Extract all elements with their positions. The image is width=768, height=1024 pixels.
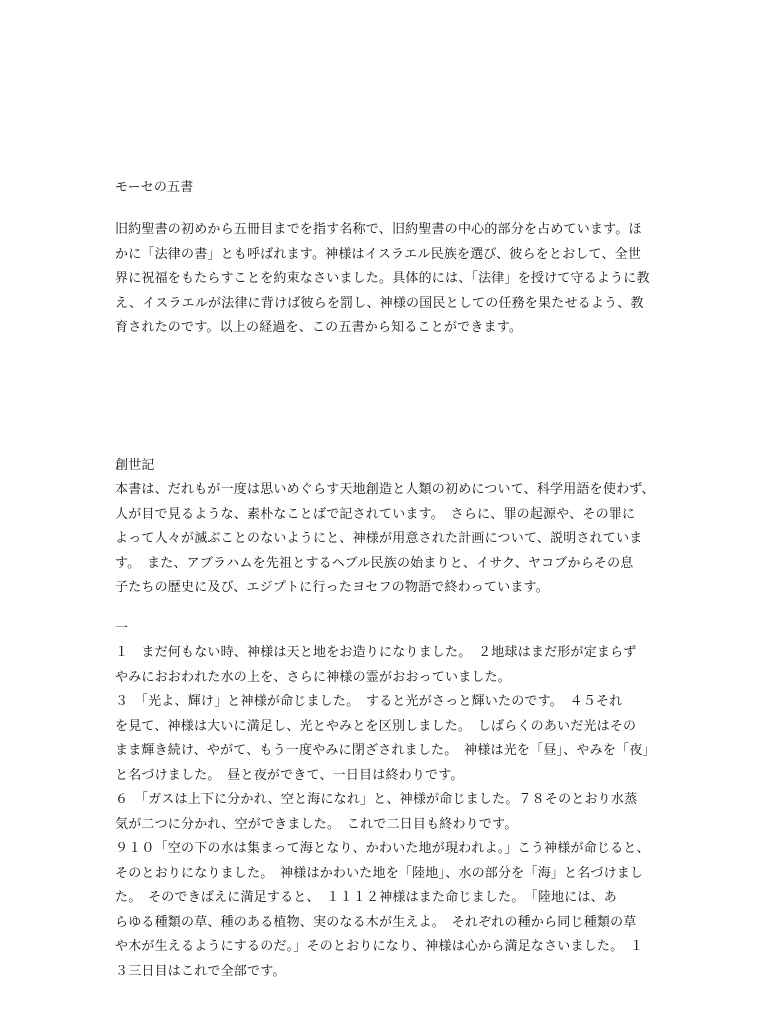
chapter-line: ３ 「光よ、輝け」と神様が命じました。 すると光がさっと輝いたのです。 ４５それ [115,694,623,709]
intro-line: かに「法律の書」とも呼ばれます。神様はイスラエル民族を選び、彼らをとおして、全世 [115,246,642,262]
title-section [115,176,660,200]
document-title: モーセの五書 [115,180,194,195]
chapter-line: ３三日目はこれで全部です。 [115,963,286,979]
chapter-line: ６ 「ガスは上下に分かれ、空と海になれ」と、神様が命じました。７８そのとおり水蒸 [115,792,638,807]
intro-line: 界に祝福をもたらすことを約束なさいました。具体的には、「法律」を授けて守るように教 [115,271,650,286]
chapter-line: や木が生えるようにするのだ。」そのとおりになり、神様は心から満足なさいました。 １ [115,939,644,954]
chapter-line: を見て、神様は大いに満足し、光とやみとを区別しました。 しばらくのあいだ光はその [115,718,637,734]
genesis-line: 子たちの歴史に及び、エジプトに行ったヨセフの物語で終わっています。 [115,580,549,595]
intro-line: 育されたのです。以上の経過を、この五書から知ることができます。 [115,320,523,335]
chapter-line: らゆる種類の草、種のある植物、実のなる木が生えよ。 それぞれの種から同じ種類の草 [115,914,637,930]
genesis-line: す。 また、アブラハムを先祖とするヘブル民族の始まりと、イサク、ヤコブからその息 [115,555,634,571]
chapter-line: た。 そのできばえに満足すると、 １１１２神様はまた命じました。 「陸地には、あ [115,890,618,905]
chapter-line: ９１０「空の下の水は集まって海となり、かわいた地が現われよ。」こう神様が命じると、 [115,841,650,856]
chapter-line: そのとおりになりました。 神様はかわいた地を「陸地」、水の部分を「海」と名づけまし [115,865,644,881]
chapter-line: まま輝き続け、やがて、もう一度やみに閉ざされました。 神様は光を「昼」、やみを「夜」 [115,743,656,758]
chapter-line: と名づけました。 昼と夜ができて、一日目は終わりです。 [115,767,464,783]
genesis-section [115,454,660,601]
genesis-heading: 創世記 [115,458,155,473]
chapter-one-section [115,617,660,984]
genesis-line: よって人々が滅ぶことのないようにと、神様が用意された計画について、説明されていま [115,531,643,546]
chapter-heading: 一 [115,621,129,636]
chapter-line: やみにおおわれた水の上を、さらに神様の霊がおおっていました。 [115,669,512,685]
genesis-line: 人が目で見るような、素朴なことばで記されています。 さらに、罪の起源や、その罪に [115,506,636,522]
genesis-line: 本書は、だれもが一度は思いめぐらす天地創造と人類の初めについて、科学用語を使わず、 [115,482,655,497]
chapter-line: １ まだ何もない時、神様は天と地をお造りになりました。 ２地球はまだ形が定まらず [115,645,637,660]
intro-line: 旧約聖書の初めから五冊目までを指す名称で、旧約聖書の中心的部分を占めています。ほ [115,222,642,237]
intro-line: え、イスラエルが法律に背けば彼らを罰し、神様の国民としての任務を果たせるよう、教 [115,295,644,311]
intro-paragraph [115,218,660,341]
chapter-line: 気が二つに分かれ、空ができました。 これで二日目も終わりです。 [115,816,518,832]
